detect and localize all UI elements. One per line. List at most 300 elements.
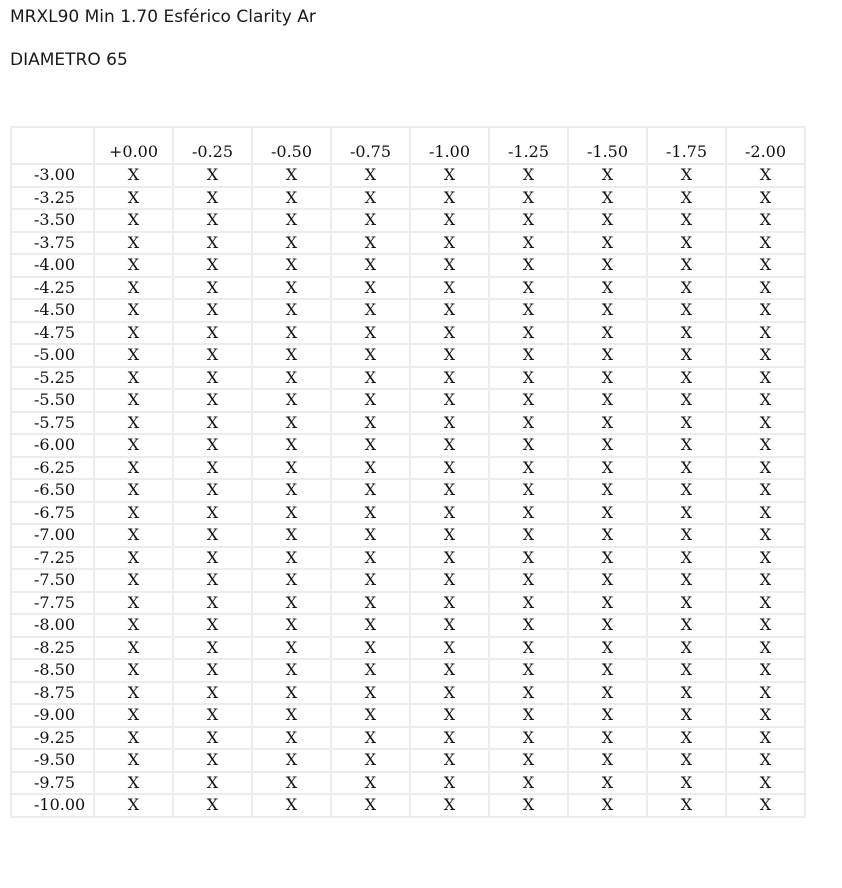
availability-cell: X	[252, 209, 331, 232]
availability-cell: X	[252, 614, 331, 637]
availability-cell: X	[173, 299, 252, 322]
table-row	[11, 547, 805, 570]
availability-cell: X	[489, 772, 568, 795]
availability-cell: X	[726, 187, 805, 210]
availability-cell: X	[94, 232, 173, 255]
availability-cell: X	[173, 254, 252, 277]
availability-cell: X	[331, 704, 410, 727]
availability-cell: X	[647, 749, 726, 772]
availability-cell: X	[726, 277, 805, 300]
availability-cell: X	[410, 209, 489, 232]
availability-cell: X	[410, 367, 489, 390]
table-row	[11, 592, 805, 615]
availability-cell: X	[94, 614, 173, 637]
column-header: -0.75	[331, 127, 410, 164]
availability-cell: X	[410, 434, 489, 457]
availability-cell: X	[94, 502, 173, 525]
availability-cell: X	[331, 727, 410, 750]
row-header: -4.75	[11, 322, 94, 345]
availability-cell: X	[647, 569, 726, 592]
availability-cell: X	[173, 209, 252, 232]
availability-cell: X	[173, 727, 252, 750]
availability-cell: X	[252, 187, 331, 210]
availability-cell: X	[726, 547, 805, 570]
availability-cell: X	[647, 322, 726, 345]
availability-cell: X	[252, 254, 331, 277]
availability-cell: X	[94, 209, 173, 232]
availability-cell: X	[489, 749, 568, 772]
availability-cell: X	[410, 547, 489, 570]
availability-cell: X	[173, 772, 252, 795]
availability-cell: X	[94, 749, 173, 772]
availability-cell: X	[726, 232, 805, 255]
availability-cell: X	[568, 164, 647, 187]
row-header: -10.00	[11, 794, 94, 817]
availability-cell: X	[726, 367, 805, 390]
availability-cell: X	[647, 704, 726, 727]
availability-cell: X	[410, 794, 489, 817]
availability-cell: X	[252, 682, 331, 705]
availability-cell: X	[568, 569, 647, 592]
availability-cell: X	[489, 704, 568, 727]
row-header: -8.25	[11, 637, 94, 660]
availability-cell: X	[331, 299, 410, 322]
row-header: -7.75	[11, 592, 94, 615]
availability-cell: X	[489, 569, 568, 592]
table-row	[11, 772, 805, 795]
corner-cell	[11, 127, 94, 164]
availability-cell: X	[173, 479, 252, 502]
availability-cell: X	[568, 389, 647, 412]
availability-cell: X	[489, 637, 568, 660]
availability-cell: X	[568, 749, 647, 772]
table-row	[11, 232, 805, 255]
availability-cell: X	[173, 794, 252, 817]
availability-cell: X	[647, 592, 726, 615]
row-header: -5.00	[11, 344, 94, 367]
table-row	[11, 637, 805, 660]
availability-cell: X	[252, 457, 331, 480]
availability-cell: X	[647, 412, 726, 435]
column-header: -1.25	[489, 127, 568, 164]
availability-cell: X	[331, 749, 410, 772]
availability-cell: X	[568, 434, 647, 457]
availability-cell: X	[173, 164, 252, 187]
availability-cell: X	[568, 659, 647, 682]
availability-cell: X	[94, 727, 173, 750]
availability-cell: X	[726, 322, 805, 345]
availability-cell: X	[489, 389, 568, 412]
column-header: -1.50	[568, 127, 647, 164]
availability-cell: X	[568, 614, 647, 637]
availability-cell: X	[410, 749, 489, 772]
availability-cell: X	[647, 367, 726, 390]
availability-cell: X	[568, 524, 647, 547]
table-row	[11, 479, 805, 502]
availability-cell: X	[252, 479, 331, 502]
availability-cell: X	[94, 637, 173, 660]
availability-cell: X	[489, 547, 568, 570]
availability-cell: X	[331, 772, 410, 795]
availability-cell: X	[94, 367, 173, 390]
availability-cell: X	[647, 209, 726, 232]
availability-cell: X	[410, 164, 489, 187]
availability-cell: X	[568, 322, 647, 345]
availability-cell: X	[647, 524, 726, 547]
table-row	[11, 187, 805, 210]
availability-cell: X	[331, 389, 410, 412]
availability-cell: X	[331, 412, 410, 435]
availability-cell: X	[331, 614, 410, 637]
availability-cell: X	[568, 637, 647, 660]
row-header: -6.25	[11, 457, 94, 480]
availability-cell: X	[489, 209, 568, 232]
availability-cell: X	[173, 592, 252, 615]
availability-cell: X	[568, 187, 647, 210]
availability-cell: X	[647, 299, 726, 322]
availability-cell: X	[94, 277, 173, 300]
column-header: -0.25	[173, 127, 252, 164]
availability-cell: X	[410, 502, 489, 525]
availability-cell: X	[647, 277, 726, 300]
availability-cell: X	[489, 367, 568, 390]
diameter-label: DIAMETRO 65	[10, 50, 128, 70]
availability-cell: X	[331, 569, 410, 592]
availability-cell: X	[252, 569, 331, 592]
availability-cell: X	[647, 547, 726, 570]
availability-cell: X	[94, 659, 173, 682]
availability-cell: X	[410, 187, 489, 210]
availability-cell: X	[410, 659, 489, 682]
table-row	[11, 434, 805, 457]
availability-cell: X	[331, 682, 410, 705]
table-row	[11, 412, 805, 435]
row-header: -6.50	[11, 479, 94, 502]
row-header: -5.75	[11, 412, 94, 435]
availability-cell: X	[252, 164, 331, 187]
availability-cell: X	[489, 614, 568, 637]
availability-cell: X	[647, 389, 726, 412]
availability-cell: X	[173, 682, 252, 705]
availability-cell: X	[647, 794, 726, 817]
row-header: -8.75	[11, 682, 94, 705]
availability-cell: X	[410, 682, 489, 705]
availability-cell: X	[252, 772, 331, 795]
availability-cell: X	[568, 254, 647, 277]
availability-cell: X	[568, 794, 647, 817]
availability-cell: X	[173, 277, 252, 300]
availability-cell: X	[647, 434, 726, 457]
table-row	[11, 659, 805, 682]
availability-cell: X	[726, 412, 805, 435]
availability-cell: X	[726, 502, 805, 525]
row-header: -9.00	[11, 704, 94, 727]
availability-cell: X	[489, 794, 568, 817]
row-header: -6.00	[11, 434, 94, 457]
availability-cell: X	[252, 704, 331, 727]
availability-cell: X	[173, 637, 252, 660]
availability-cell: X	[568, 299, 647, 322]
availability-cell: X	[94, 592, 173, 615]
availability-cell: X	[94, 389, 173, 412]
availability-cell: X	[568, 457, 647, 480]
availability-cell: X	[726, 614, 805, 637]
availability-cell: X	[410, 389, 489, 412]
availability-cell: X	[568, 232, 647, 255]
availability-cell: X	[647, 457, 726, 480]
availability-cell: X	[252, 547, 331, 570]
availability-cell: X	[726, 794, 805, 817]
row-header: -4.25	[11, 277, 94, 300]
availability-cell: X	[568, 502, 647, 525]
table-row	[11, 614, 805, 637]
availability-cell: X	[726, 749, 805, 772]
row-header: -8.50	[11, 659, 94, 682]
column-header: -2.00	[726, 127, 805, 164]
row-header: -4.00	[11, 254, 94, 277]
availability-cell: X	[568, 277, 647, 300]
availability-cell: X	[252, 659, 331, 682]
availability-cell: X	[489, 524, 568, 547]
availability-cell: X	[331, 794, 410, 817]
availability-cell: X	[331, 164, 410, 187]
availability-cell: X	[647, 479, 726, 502]
availability-cell: X	[252, 637, 331, 660]
availability-cell: X	[726, 434, 805, 457]
availability-cell: X	[252, 299, 331, 322]
availability-cell: X	[647, 254, 726, 277]
availability-cell: X	[331, 637, 410, 660]
availability-cell: X	[568, 479, 647, 502]
availability-cell: X	[647, 682, 726, 705]
availability-cell: X	[331, 254, 410, 277]
availability-cell: X	[331, 547, 410, 570]
availability-cell: X	[252, 524, 331, 547]
table-row	[11, 277, 805, 300]
availability-cell: X	[331, 187, 410, 210]
availability-cell: X	[410, 704, 489, 727]
availability-cell: X	[647, 187, 726, 210]
availability-cell: X	[94, 569, 173, 592]
availability-cell: X	[489, 277, 568, 300]
row-header: -7.00	[11, 524, 94, 547]
availability-cell: X	[94, 682, 173, 705]
availability-cell: X	[252, 367, 331, 390]
row-header: -3.25	[11, 187, 94, 210]
availability-cell: X	[726, 164, 805, 187]
availability-cell: X	[252, 344, 331, 367]
row-header: -3.00	[11, 164, 94, 187]
availability-cell: X	[726, 569, 805, 592]
availability-cell: X	[726, 457, 805, 480]
row-header: -7.50	[11, 569, 94, 592]
availability-cell: X	[94, 299, 173, 322]
availability-cell: X	[252, 592, 331, 615]
availability-cell: X	[489, 659, 568, 682]
availability-cell: X	[94, 479, 173, 502]
availability-cell: X	[173, 749, 252, 772]
availability-cell: X	[331, 659, 410, 682]
availability-cell: X	[568, 412, 647, 435]
availability-cell: X	[410, 727, 489, 750]
grid-body	[11, 164, 805, 817]
table-row	[11, 502, 805, 525]
availability-cell: X	[647, 164, 726, 187]
availability-cell: X	[568, 344, 647, 367]
availability-cell: X	[489, 479, 568, 502]
availability-cell: X	[94, 794, 173, 817]
table-row	[11, 209, 805, 232]
availability-cell: X	[410, 772, 489, 795]
availability-cell: X	[252, 727, 331, 750]
availability-cell: X	[331, 434, 410, 457]
availability-cell: X	[410, 299, 489, 322]
availability-cell: X	[410, 614, 489, 637]
availability-cell: X	[94, 434, 173, 457]
availability-cell: X	[489, 344, 568, 367]
availability-cell: X	[94, 187, 173, 210]
availability-cell: X	[410, 322, 489, 345]
availability-cell: X	[568, 772, 647, 795]
availability-cell: X	[173, 412, 252, 435]
availability-cell: X	[173, 502, 252, 525]
availability-cell: X	[568, 209, 647, 232]
availability-cell: X	[410, 254, 489, 277]
availability-cell: X	[410, 412, 489, 435]
availability-cell: X	[726, 772, 805, 795]
availability-cell: X	[410, 592, 489, 615]
availability-cell: X	[94, 704, 173, 727]
column-header: -0.50	[252, 127, 331, 164]
row-header: -9.75	[11, 772, 94, 795]
availability-cell: X	[252, 232, 331, 255]
availability-cell: X	[410, 344, 489, 367]
row-header: -4.50	[11, 299, 94, 322]
availability-cell: X	[489, 457, 568, 480]
table-row	[11, 749, 805, 772]
table-row	[11, 457, 805, 480]
availability-cell: X	[489, 502, 568, 525]
availability-cell: X	[331, 592, 410, 615]
availability-cell: X	[410, 232, 489, 255]
column-header: -1.75	[647, 127, 726, 164]
table-row	[11, 164, 805, 187]
availability-cell: X	[173, 367, 252, 390]
availability-cell: X	[173, 457, 252, 480]
table-row	[11, 367, 805, 390]
availability-cell: X	[489, 232, 568, 255]
availability-cell: X	[173, 547, 252, 570]
availability-cell: X	[94, 412, 173, 435]
availability-cell: X	[173, 389, 252, 412]
availability-cell: X	[647, 659, 726, 682]
availability-cell: X	[726, 727, 805, 750]
row-header: -5.50	[11, 389, 94, 412]
availability-cell: X	[331, 232, 410, 255]
table-row	[11, 322, 805, 345]
availability-cell: X	[726, 209, 805, 232]
availability-cell: X	[647, 502, 726, 525]
table-row	[11, 727, 805, 750]
availability-cell: X	[647, 772, 726, 795]
availability-cell: X	[726, 637, 805, 660]
availability-cell: X	[252, 389, 331, 412]
availability-cell: X	[568, 727, 647, 750]
availability-cell: X	[410, 569, 489, 592]
row-header: -5.25	[11, 367, 94, 390]
availability-cell: X	[726, 344, 805, 367]
availability-cell: X	[489, 299, 568, 322]
availability-cell: X	[331, 344, 410, 367]
availability-cell: X	[489, 187, 568, 210]
row-header: -6.75	[11, 502, 94, 525]
availability-cell: X	[726, 682, 805, 705]
availability-cell: X	[331, 502, 410, 525]
availability-cell: X	[331, 479, 410, 502]
header-row	[11, 127, 805, 164]
table-row	[11, 569, 805, 592]
availability-cell: X	[726, 659, 805, 682]
availability-cell: X	[568, 682, 647, 705]
availability-cell: X	[331, 367, 410, 390]
table-row	[11, 704, 805, 727]
availability-cell: X	[173, 659, 252, 682]
availability-cell: X	[410, 637, 489, 660]
availability-cell: X	[410, 479, 489, 502]
availability-cell: X	[726, 524, 805, 547]
table-row	[11, 299, 805, 322]
availability-cell: X	[252, 322, 331, 345]
document-title: MRXL90 Min 1.70 Esférico Clarity Ar	[10, 7, 316, 27]
availability-cell: X	[568, 704, 647, 727]
availability-cell: X	[489, 434, 568, 457]
availability-cell: X	[94, 322, 173, 345]
availability-cell: X	[94, 164, 173, 187]
availability-cell: X	[568, 592, 647, 615]
availability-cell: X	[252, 794, 331, 817]
availability-cell: X	[647, 614, 726, 637]
availability-cell: X	[94, 524, 173, 547]
availability-cell: X	[726, 592, 805, 615]
availability-cell: X	[173, 524, 252, 547]
availability-cell: X	[647, 344, 726, 367]
availability-cell: X	[489, 592, 568, 615]
availability-cell: X	[647, 637, 726, 660]
availability-cell: X	[173, 614, 252, 637]
availability-cell: X	[568, 547, 647, 570]
availability-cell: X	[647, 232, 726, 255]
availability-cell: X	[489, 322, 568, 345]
availability-cell: X	[94, 547, 173, 570]
table-row	[11, 254, 805, 277]
table-row	[11, 524, 805, 547]
availability-cell: X	[94, 344, 173, 367]
availability-cell: X	[252, 277, 331, 300]
row-header: -8.00	[11, 614, 94, 637]
availability-table	[10, 126, 806, 818]
availability-cell: X	[252, 749, 331, 772]
availability-cell: X	[489, 727, 568, 750]
availability-grid	[10, 126, 806, 818]
availability-cell: X	[331, 322, 410, 345]
row-header: -3.75	[11, 232, 94, 255]
availability-cell: X	[331, 277, 410, 300]
availability-cell: X	[173, 232, 252, 255]
availability-cell: X	[252, 412, 331, 435]
availability-cell: X	[726, 389, 805, 412]
availability-cell: X	[489, 682, 568, 705]
table-row	[11, 682, 805, 705]
